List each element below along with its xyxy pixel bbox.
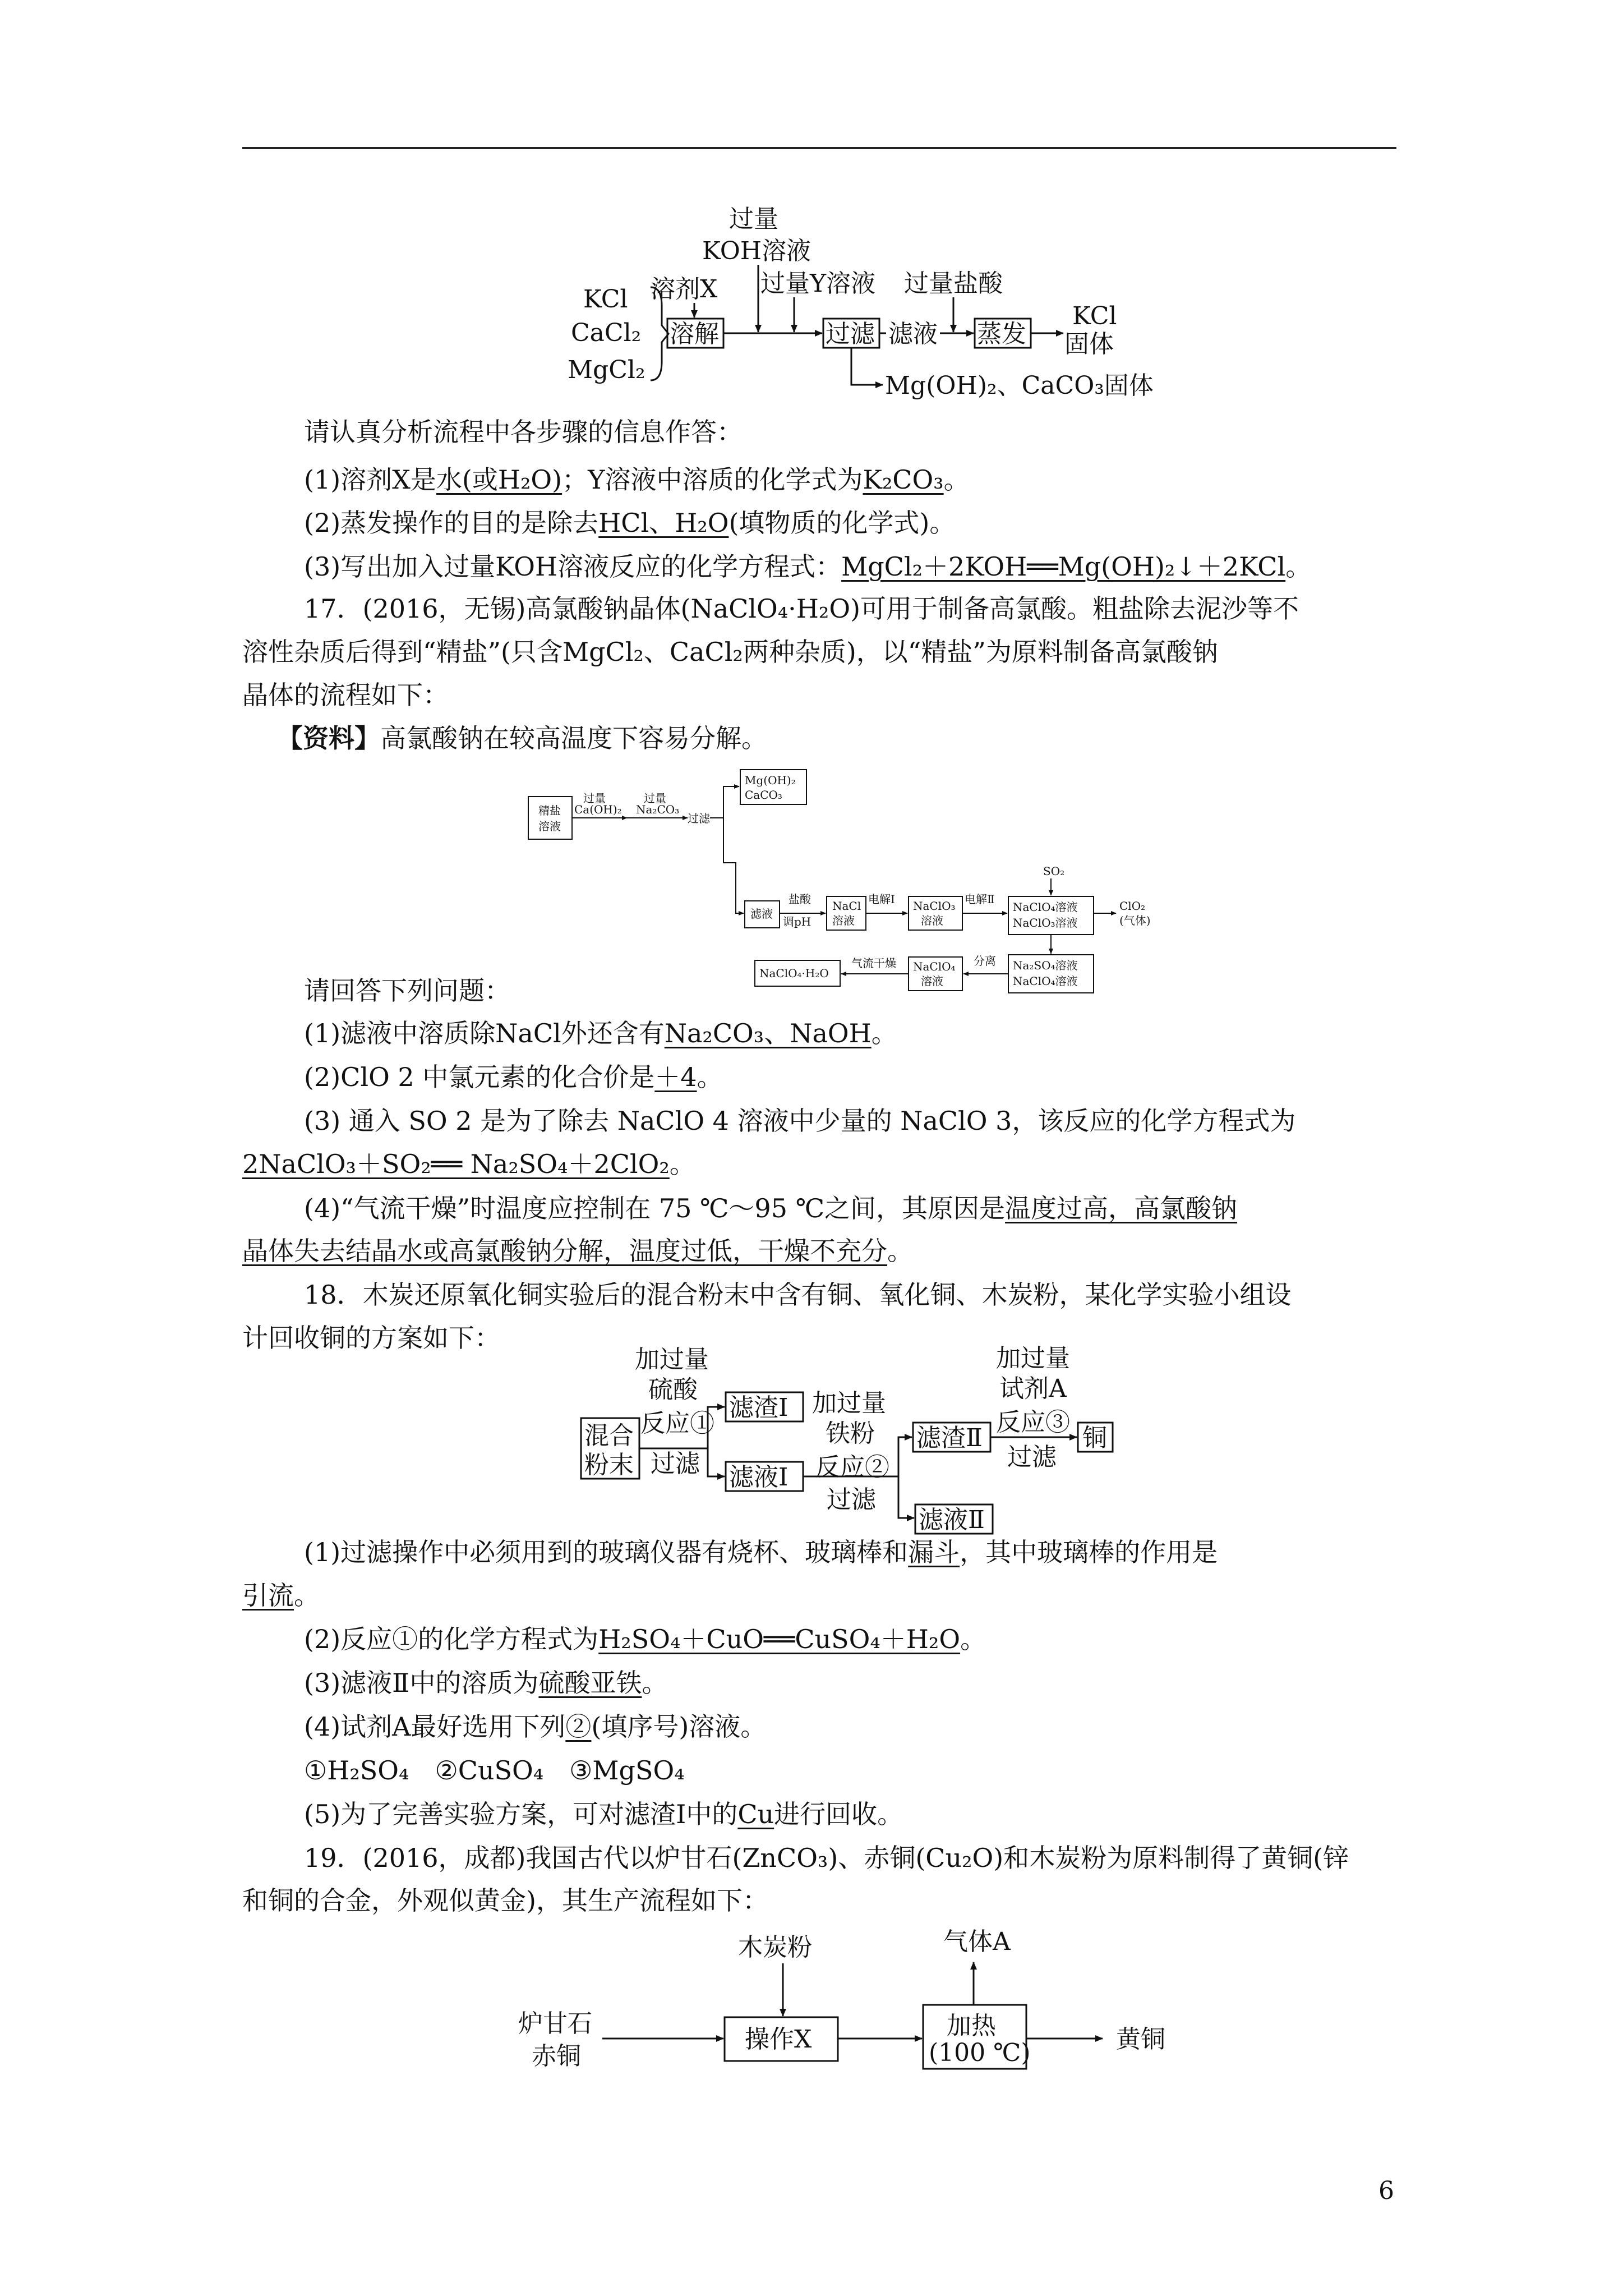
diagram-label: NaClO₄: [913, 960, 956, 973]
flow2-box-precip: [740, 770, 806, 804]
q18-stem: 18．木炭还原氧化铜实验后的混合粉末中含有铜、氧化铜、木炭粉，某化学实验小组设: [304, 1280, 1292, 1310]
answer-blank: 水(或H₂O): [436, 464, 562, 495]
diagram-label: 蒸发: [977, 320, 1026, 348]
diagram-label: NaClO₄溶液: [1013, 900, 1078, 914]
q17-intro: 请回答下列问题：: [304, 976, 510, 1006]
flow1-box-evaporate: [975, 319, 1031, 348]
diagram-label: 反应①: [640, 1409, 714, 1438]
diagram-label: NaClO₃溶液: [1013, 916, 1078, 930]
q17-part1: (1)滤液中溶质除NaCl外还含有Na₂CO₃、NaOH。: [304, 1018, 897, 1048]
answer-blank: K₂CO₃: [863, 464, 944, 495]
diagram-label: 溶液: [921, 974, 943, 988]
q17-part4-cont: 晶体失去结晶水或高氯酸钠分解，温度过低，干燥不充分。: [242, 1236, 913, 1266]
q16-intro: 请认真分析流程中各步骤的信息作答：: [304, 417, 743, 447]
diagram-shape: [708, 1407, 725, 1448]
q18-stem: 计回收铜的方案如下：: [242, 1323, 500, 1353]
flow1-output-kcl: 固体: [1064, 330, 1114, 358]
q17-part3: (3) 通入 SO 2 是为了除去 NaClO 4 溶液中少量的 NaClO 3，该反应的化学方程式为: [304, 1106, 1296, 1136]
q17-info: 【资料】高氯酸钠在较高温度下容易分解。: [277, 723, 767, 753]
flow1-label-koh: 过量: [729, 205, 778, 233]
diagram-label: 滤液: [750, 907, 773, 921]
diagram-label: 过滤: [688, 812, 710, 825]
diagram-label: 铜: [1082, 1424, 1107, 1452]
flow2-box-na2so4: [1008, 955, 1094, 993]
q17-part3-answer: 2NaClO₃＋SO₂══ Na₂SO₄＋2ClO₂。: [242, 1149, 695, 1179]
diagram-label: (气体): [1119, 914, 1151, 927]
diagram-label: 过滤: [651, 1450, 700, 1478]
header-rule: [242, 147, 1396, 149]
q19-stem: 和铜的合金，外观似黄金)，其生产流程如下：: [242, 1885, 768, 1916]
flow1-label-solventX: 溶剂X: [651, 275, 718, 303]
diagram-label: ClO₂: [1119, 899, 1146, 913]
diagram-label: 加过量: [812, 1389, 886, 1418]
diagram-label: 精盐: [538, 804, 561, 817]
answer-blank: ②: [565, 1711, 592, 1742]
answer-blank: H₂SO₄＋CuO══CuSO₄＋H₂O: [598, 1624, 961, 1654]
flow3-box-residue1: [726, 1392, 803, 1421]
answer-blank: 2NaClO₃＋SO₂══ Na₂SO₄＋2ClO₂: [242, 1149, 670, 1179]
diagram-label: 加过量: [996, 1344, 1070, 1373]
flow1-input: MgCl₂: [568, 356, 645, 384]
q18-part2: (2)反应①的化学方程式为H₂SO₄＋CuO══CuSO₄＋H₂O。: [304, 1624, 986, 1654]
answer-blank: HCl、H₂O: [598, 508, 729, 538]
flow4-box-heat: [923, 2005, 1026, 2069]
diagram-shape: [898, 1476, 914, 1518]
flow3-box-residue2: [913, 1423, 990, 1452]
page-number: 6: [1378, 2177, 1394, 2205]
flow1-label-filtrate: 滤液: [888, 320, 938, 348]
flow2-box-product: [755, 960, 840, 986]
diagram-label: CaCO₃: [745, 788, 782, 802]
diagram-label: 加热: [947, 2012, 996, 2040]
flow2-box-filtrate: [745, 901, 780, 928]
diagram-label: 混合: [584, 1421, 634, 1450]
diagram-label: NaCl: [832, 899, 861, 913]
diagram-label: 铁粉: [826, 1419, 875, 1448]
diagram-label: (100 ℃): [929, 2039, 1031, 2067]
diagram-label: Na₂SO₄溶液: [1013, 959, 1078, 972]
diagram-label: Mg(OH)₂: [745, 774, 796, 787]
flow1-box-filter: [823, 319, 879, 348]
answer-blank: 温度过高，高氯酸钠: [1005, 1193, 1238, 1223]
q16-part3: (3)写出加入过量KOH溶液反应的化学方程式：MgCl₂＋2KOH══Mg(OH)₂↓＋2KCl。: [304, 551, 1312, 582]
flow1-label-koh: KOH溶液: [702, 237, 811, 265]
flow2-box-naclo3: [909, 896, 962, 930]
q17-stem: 17．(2016，无锡)高氯酸钠晶体(NaClO₄·H₂O)可用于制备高氯酸。粗盐除去泥沙等不: [304, 593, 1299, 624]
flow3-box-mixed: [581, 1418, 639, 1479]
flow3-box-copper: [1078, 1423, 1113, 1452]
q18-part1: (1)过滤操作中必须用到的玻璃仪器有烧杯、玻璃棒和漏斗，其中玻璃棒的作用是: [304, 1537, 1218, 1567]
diagram-label: 气流干燥: [851, 956, 896, 970]
q18-part3: (3)滤液Ⅱ中的溶质为硫酸亚铁。: [304, 1668, 668, 1698]
flow4-output: 黄铜: [1116, 2025, 1165, 2054]
answer-blank: 漏斗: [908, 1537, 960, 1567]
flow4-input: 赤铜: [532, 2042, 581, 2070]
flow1-output-kcl: KCl: [1072, 302, 1117, 330]
diagram-label: 滤液Ⅰ: [729, 1463, 789, 1492]
diagram-label: 滤液Ⅱ: [919, 1506, 985, 1534]
answer-blank: ＋4: [654, 1062, 697, 1092]
diagram-label: 操作X: [745, 2025, 812, 2054]
diagram-label: 调pH: [783, 915, 811, 928]
answer-blank: Na₂CO₃、NaOH: [664, 1018, 872, 1048]
flow1-label-hcl: 过量盐酸: [904, 269, 1003, 298]
answer-blank: 硫酸亚铁: [538, 1668, 642, 1698]
answer-blank: Cu: [737, 1799, 774, 1829]
diagram-label: 反应③: [996, 1408, 1070, 1437]
flow3-box-filtrate1: [726, 1462, 803, 1491]
flow2-box-nacl: [827, 896, 866, 930]
diagram-label: NaClO₄·H₂O: [759, 967, 829, 980]
q18-part4: (4)试剂A最好选用下列②(填序号)溶液。: [304, 1711, 767, 1742]
flow4-label-gasA: 气体A: [943, 1927, 1011, 1956]
diagram-shape: [723, 818, 744, 913]
q16-part1: (1)溶剂X是水(或H₂O)；Y溶液中溶质的化学式为K₂CO₃。: [304, 464, 970, 495]
diagram-label: NaClO₃: [913, 899, 956, 913]
answer-blank: MgCl₂＋2KOH══Mg(OH)₂↓＋2KCl: [841, 551, 1286, 582]
answer-blank: 晶体失去结晶水或高氯酸钠分解，温度过低，干燥不充分: [242, 1236, 887, 1266]
q16-part2: (2)蒸发操作的目的是除去HCl、H₂O(填物质的化学式)。: [304, 508, 956, 538]
diagram-label: 过滤: [827, 1485, 876, 1514]
q18-part1-cont: 引流。: [242, 1580, 320, 1611]
diagram-shape: [851, 348, 883, 385]
flow3-box-filtrate2: [915, 1504, 993, 1534]
diagram-label: 过量: [583, 792, 606, 805]
flow1-input: CaCl₂: [571, 319, 642, 347]
diagram-shape: [723, 786, 739, 818]
flow2-box-salt: [528, 797, 572, 839]
diagram-label: 滤渣Ⅰ: [729, 1393, 789, 1422]
q17-part4: (4)“气流干燥”时温度应控制在 75 ℃～95 ℃之间，其原因是温度过高，高氯酸钠: [304, 1193, 1238, 1223]
diagram-shape: [708, 1448, 725, 1476]
diagram-label: 硫酸: [648, 1375, 698, 1404]
diagram-label: 溶液: [921, 914, 943, 927]
q17-stem: 溶性杂质后得到“精盐”(只含MgCl₂、CaCl₂两种杂质)，以“精盐”为原料制备高氯酸钠: [242, 637, 1218, 667]
q17-stem: 晶体的流程如下：: [242, 680, 449, 710]
flow1-output-solid: Mg(OH)₂、CaCO₃固体: [885, 371, 1154, 400]
diagram-label: 过量: [644, 792, 666, 805]
diagram-label: 溶液: [538, 820, 561, 833]
diagram-label: 加过量: [635, 1345, 709, 1374]
flow4-input: 炉甘石: [518, 2009, 592, 2038]
diagram-shape: [651, 287, 668, 380]
flow2-box-mix: [1008, 896, 1094, 935]
q19-stem: 19．(2016，成都)我国古代以炉甘石(ZnCO₃)、赤铜(Cu₂O)和木炭粉为原料制得了黄铜(锌: [304, 1843, 1349, 1873]
flow1-box-dissolve: [667, 319, 723, 348]
flow1-input: KCl: [583, 285, 628, 314]
diagram-label: 溶液: [832, 914, 855, 927]
answer-blank: 引流: [242, 1580, 294, 1611]
diagram-label: 过滤: [1007, 1443, 1057, 1471]
diagram-label: 反应②: [815, 1453, 889, 1481]
diagram-label: 试剂A: [999, 1374, 1067, 1403]
diagram-label: 电解Ⅰ: [868, 892, 895, 906]
q17-part2: (2)ClO 2 中氯元素的化合价是＋4。: [304, 1062, 723, 1092]
q18-part5: (5)为了完善实验方案，可对滤渣Ⅰ中的Cu进行回收。: [304, 1799, 903, 1829]
diagram-label: 滤渣Ⅱ: [916, 1424, 983, 1452]
diagram-label: Na₂CO₃: [636, 803, 680, 816]
flow4-label-charcoal: 木炭粉: [738, 1933, 812, 1962]
diagram-label: 分离: [974, 954, 996, 968]
diagram-label: NaClO₄溶液: [1013, 974, 1078, 988]
diagram-label: SO₂: [1043, 864, 1065, 878]
diagram-label: 过滤: [826, 320, 875, 348]
flow1-label-excessY: 过量Y溶液: [760, 269, 876, 298]
flow4-box-opX: [725, 2017, 838, 2061]
diagram-label: Ca(OH)₂: [574, 803, 622, 816]
q18-options: ①H₂SO₄ ②CuSO₄ ③MgSO₄: [304, 1755, 685, 1786]
diagram-label: 盐酸: [789, 892, 811, 906]
diagram-label: 溶解: [670, 320, 719, 348]
diagram-label: 粉末: [584, 1451, 634, 1479]
flow2-box-naclo4: [909, 957, 962, 991]
diagram-shape: [898, 1437, 912, 1476]
diagram-label: 电解Ⅱ: [965, 892, 995, 906]
